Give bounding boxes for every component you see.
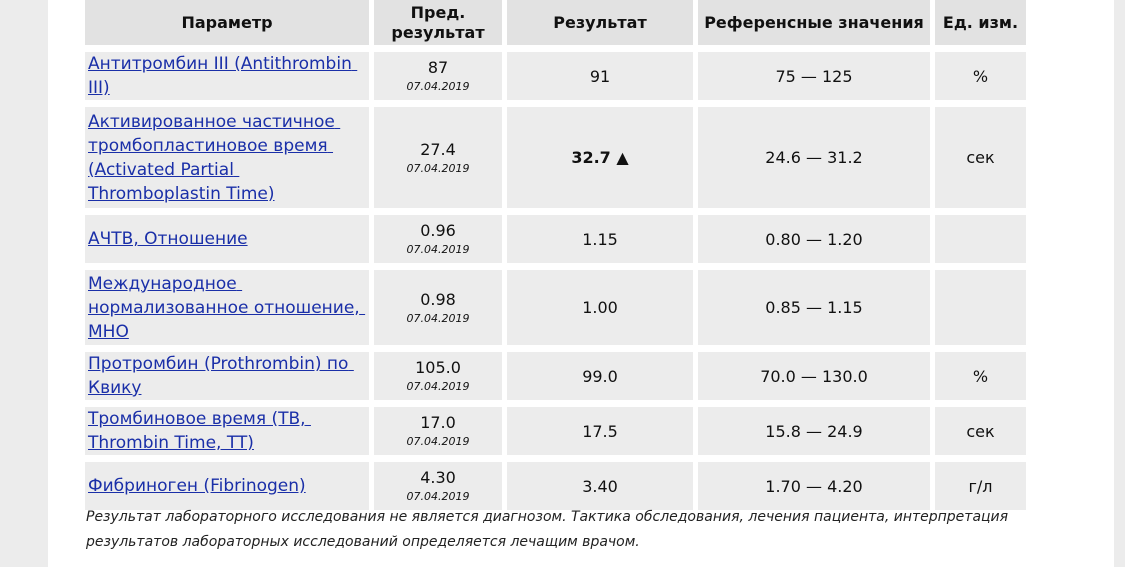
prev-value: 27.4 xyxy=(420,139,456,159)
prev-date: 07.04.2019 xyxy=(406,311,470,325)
result-value: 91 xyxy=(507,52,693,100)
param-link-fibrinogen[interactable]: Фибриноген (Fibrinogen) xyxy=(88,476,306,496)
param-link-antithrombin[interactable]: Антитромбин III (Antithrombin III) xyxy=(88,54,358,98)
table-row xyxy=(85,270,1026,345)
unit: г/л xyxy=(935,462,1026,510)
param-link-aptt[interactable]: Активированное частичное тромбопластиновое время (Activated Partial Thromboplastin Time) xyxy=(88,111,341,204)
param-link-inr[interactable]: Международное нормализованное отношение, МНО xyxy=(88,273,366,342)
prev-value: 87 xyxy=(427,58,449,77)
lab-results-table xyxy=(80,0,1031,517)
prev-value: 4.30 xyxy=(420,468,456,487)
unit: сек xyxy=(935,407,1026,455)
header-reference: Референсные значения xyxy=(698,0,930,45)
unit: % xyxy=(935,352,1026,400)
prev-date: 07.04.2019 xyxy=(406,490,470,503)
table-row xyxy=(85,352,1026,400)
unit xyxy=(935,270,1026,345)
reference-range: 15.8 — 24.9 xyxy=(698,407,930,455)
prev-date: 07.04.2019 xyxy=(406,380,470,393)
table-row xyxy=(85,407,1026,455)
table-row xyxy=(85,462,1026,510)
prev-date: 07.04.2019 xyxy=(406,243,470,256)
prev-value: 0.96 xyxy=(420,221,456,240)
reference-range: 75 — 125 xyxy=(698,52,930,100)
report-page xyxy=(48,0,1114,567)
reference-range: 0.85 — 1.15 xyxy=(698,270,930,345)
prev-value: 105.0 xyxy=(415,358,461,377)
header-unit: Ед. изм. xyxy=(935,0,1026,45)
header-result: Результат xyxy=(507,0,693,45)
reference-range: 1.70 — 4.20 xyxy=(698,462,930,510)
table-header-row xyxy=(85,0,1026,45)
unit xyxy=(935,215,1026,263)
prev-date: 07.04.2019 xyxy=(406,161,470,175)
result-value: 17.5 xyxy=(507,407,693,455)
result-value-flagged: 32.7 ▲ xyxy=(507,107,693,208)
prev-date: 07.04.2019 xyxy=(406,435,470,448)
prev-date: 07.04.2019 xyxy=(406,80,470,93)
result-value: 3.40 xyxy=(507,462,693,510)
param-link-prothrombin[interactable]: Протромбин (Prothrombin) по Квику xyxy=(88,354,354,398)
param-link-aptt-ratio[interactable]: АЧТВ, Отношение xyxy=(88,229,248,249)
table-row xyxy=(85,107,1026,208)
table-row xyxy=(85,215,1026,263)
header-param: Параметр xyxy=(85,0,369,45)
reference-range: 0.80 — 1.20 xyxy=(698,215,930,263)
reference-range: 24.6 — 31.2 xyxy=(698,107,930,208)
prev-value: 0.98 xyxy=(420,289,456,309)
result-value: 1.15 xyxy=(507,215,693,263)
unit: сек xyxy=(935,107,1026,208)
header-prev-result: Пред. результат xyxy=(374,0,502,45)
param-link-thrombin-time[interactable]: Тромбиновое время (ТВ, Thrombin Time, TT) xyxy=(88,409,311,453)
reference-range: 70.0 — 130.0 xyxy=(698,352,930,400)
disclaimer-note: Результат лабораторного исследования не является диагнозом. Тактика обследования, лечения пациента, интерпретация результатов лабораторных исследований определяется лечащим врачом. xyxy=(86,509,1009,550)
result-value: 1.00 xyxy=(507,270,693,345)
table-row xyxy=(85,52,1026,100)
unit: % xyxy=(935,52,1026,100)
prev-value: 17.0 xyxy=(420,413,456,432)
result-value: 99.0 xyxy=(507,352,693,400)
